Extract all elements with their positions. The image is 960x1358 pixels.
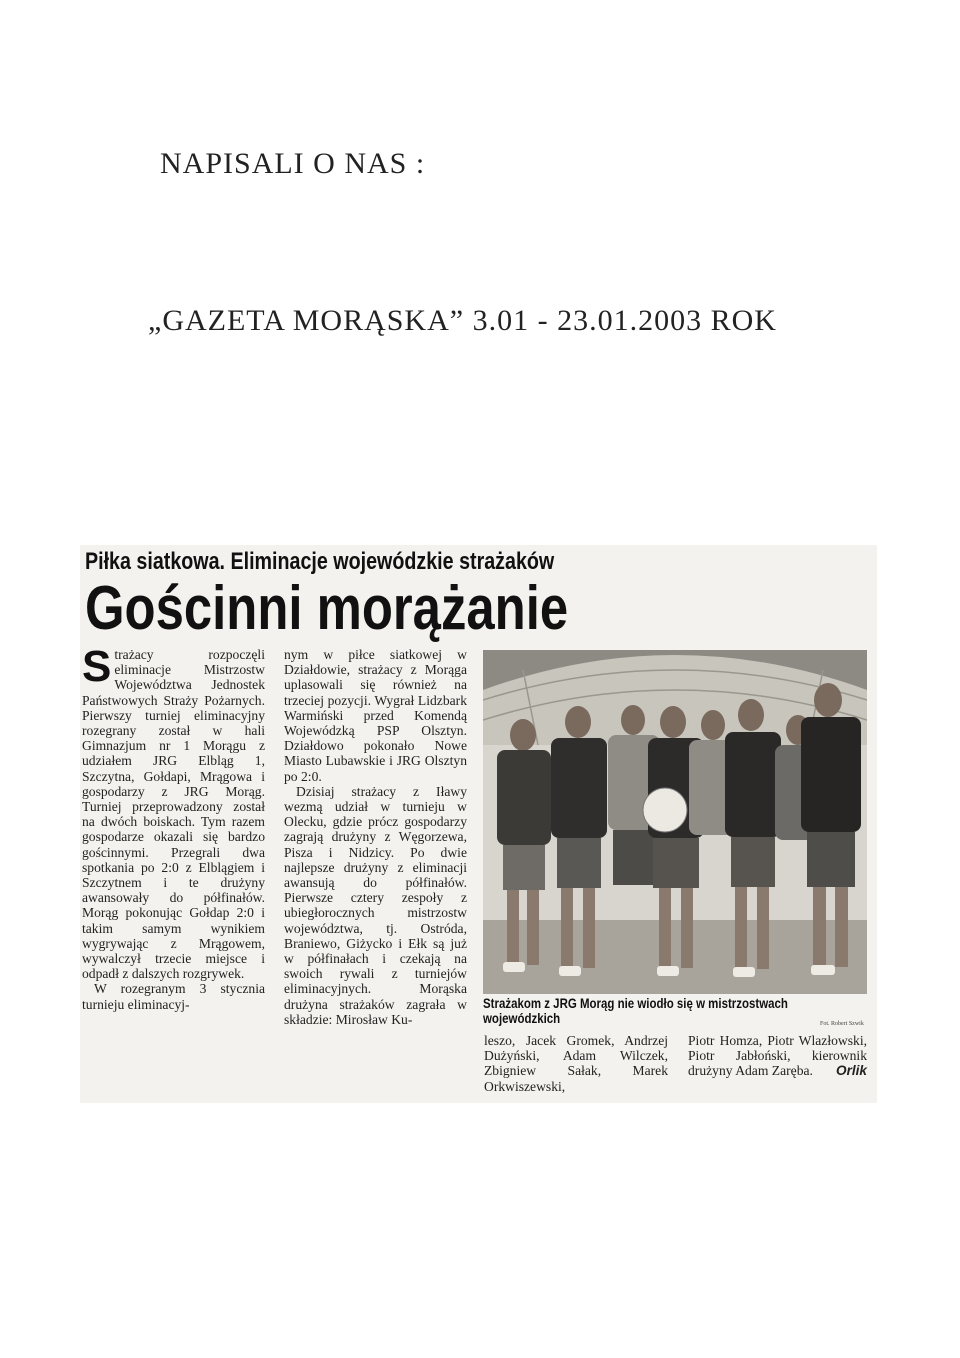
article-headline: Gościnni morążanie bbox=[85, 574, 569, 643]
newspaper-source-line: „GAZETA MORĄSKA” 3.01 - 23.01.2003 ROK bbox=[148, 304, 777, 337]
column-1-paragraph-2: W rozegranym 3 stycznia turnieju eliminacyj- bbox=[82, 981, 265, 1012]
article-column-2 bbox=[284, 647, 467, 1027]
photo-credit: Fot. Robert Szwik bbox=[820, 1021, 864, 1027]
column-2-paragraph-2: Dzisiaj strażacy z Iławy wezmą udział w turnieju w Olecku, gdzie prócz gospodarzy zagrają drużyny z Węgorzewa, Pisza i Nidzicy. Po dwie najlepsze drużyny z eliminacji awansują do półfinałów. Pierwsze cztery zespoły z ubiegłorocznych mistrzostw województwa, tj. Ostróda, Braniewo, Giżycko i Ełk są już w półfinałach i czekają na swoich rywali z turniejów eliminacyjnych. Morąska drużyna strażaków zagrała w składzie: Mirosław Ku- bbox=[284, 783, 467, 1027]
author-signature: Orlik bbox=[836, 1063, 867, 1079]
page-title: NAPISALI O NAS : bbox=[160, 147, 426, 180]
drop-cap: S bbox=[82, 642, 112, 691]
team-photo bbox=[483, 650, 867, 994]
column-2-paragraph-1: nym w piłce siatkowej w Działdowie, strażacy z Morąga uplasowali się również na trzeciej pozycji. Wygrał Lidzbark Warmiński przed Komendą Wojewódzką PSP Olsztyn. Działdowo pokonało Nowe Miasto Lubawskie i JRG Olsztyn po 2:0. bbox=[284, 647, 467, 784]
column-3-text: leszo, Jacek Gromek, Andrzej Dużyński, Adam Wilczek, Zbigniew Sałak, Marek Orkwiszewski, bbox=[484, 1033, 668, 1094]
article-kicker: Piłka siatkowa. Eliminacje wojewódzkie strażaków bbox=[85, 548, 555, 575]
article-column-3 bbox=[484, 1033, 668, 1094]
team-photo-illustration bbox=[483, 650, 867, 994]
column-1-paragraph-1: trażacy rozpoczęli eliminacje Mistrzostw Województwa Jednostek Państwowych Straży Pożarnych. Pierwszy turniej eliminacyjny rozegrany został w hali Gimnazjum nr 1 Morągu z udziałem JRG Elbląg 1, Szczytna, Gołdapi, Mrągowa i gospodarzy z JRG Morąg. Turniej przeprowadzony został na dwóch boiskach. Tym razem gospodarze okazali się bardzo gościnnymi. Przegrali dwa spotkania po 2:0 z Elblągiem i Szczytnem i te drużyny awansowały do półfinałów. Morąg pokonując Gołdap 2:0 i takim samym wynikiem wygrywając z Mrągowem, wywalczył trzecie miejsce i odpadł z dalszych rozgrywek. bbox=[82, 647, 265, 982]
caption-line-1: Strażakom z JRG Morąg nie wiodło się w mistrzostwach bbox=[483, 995, 788, 1011]
photo-caption bbox=[483, 996, 867, 1026]
caption-line-2: wojewódzkich bbox=[483, 1010, 561, 1026]
article-column-1 bbox=[82, 642, 265, 1012]
article-column-4 bbox=[688, 1033, 867, 1079]
column-4-text: Piotr Homza, Piotr Wlazłowski, Piotr Jabłoński, kierownik drużyny Adam Zaręba. bbox=[688, 1033, 867, 1079]
